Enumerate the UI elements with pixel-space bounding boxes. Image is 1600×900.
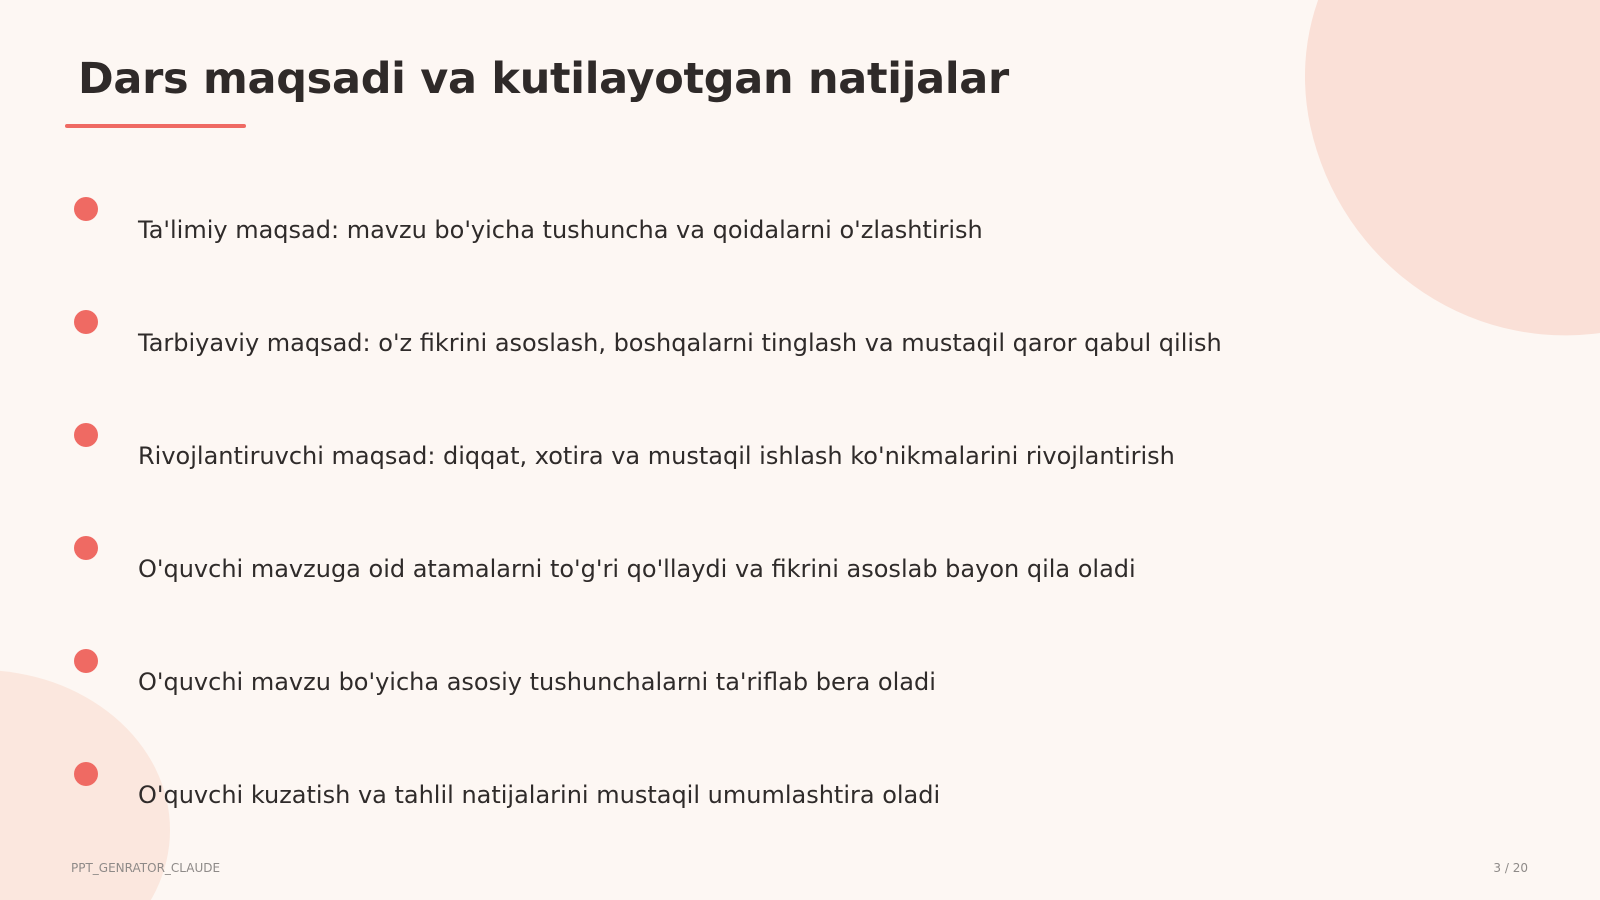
objective-text: Ta'limiy maqsad: mavzu bo'yicha tushuncha va qoidalarni o'zlashtirish <box>138 216 983 244</box>
bullet-dot-icon <box>74 423 98 447</box>
decorative-blob-top-right <box>1265 0 1600 384</box>
slide-title: Dars maqsadi va kutilayotgan natijalar <box>78 54 1009 104</box>
bullet-dot-icon <box>74 536 98 560</box>
bullet-dot-icon <box>74 197 98 221</box>
objective-text: Tarbiyaviy maqsad: o'z fikrini asoslash, boshqalarni tinglash va mustaqil qaror qabul qilish <box>138 329 1222 357</box>
objective-text: O'quvchi kuzatish va tahlil natijalarini mustaqil umumlashtira oladi <box>138 781 941 809</box>
bullet-dot-icon <box>74 649 98 673</box>
bullet-dot-icon <box>74 310 98 334</box>
page-indicator: 3 / 20 <box>1493 861 1528 875</box>
objective-text: O'quvchi mavzuga oid atamalarni to'g'ri qo'llaydi va fikrini asoslab bayon qila oladi <box>138 555 1136 583</box>
title-underline <box>65 124 246 128</box>
objective-text: O'quvchi mavzu bo'yicha asosiy tushunchalarni ta'riflab bera oladi <box>138 668 936 696</box>
footer-source-label: PPT_GENRATOR_CLAUDE <box>71 861 221 875</box>
bullet-dot-icon <box>74 762 98 786</box>
objective-text: Rivojlantiruvchi maqsad: diqqat, xotira va mustaqil ishlash ko'nikmalarini rivojlantirish <box>138 442 1175 470</box>
